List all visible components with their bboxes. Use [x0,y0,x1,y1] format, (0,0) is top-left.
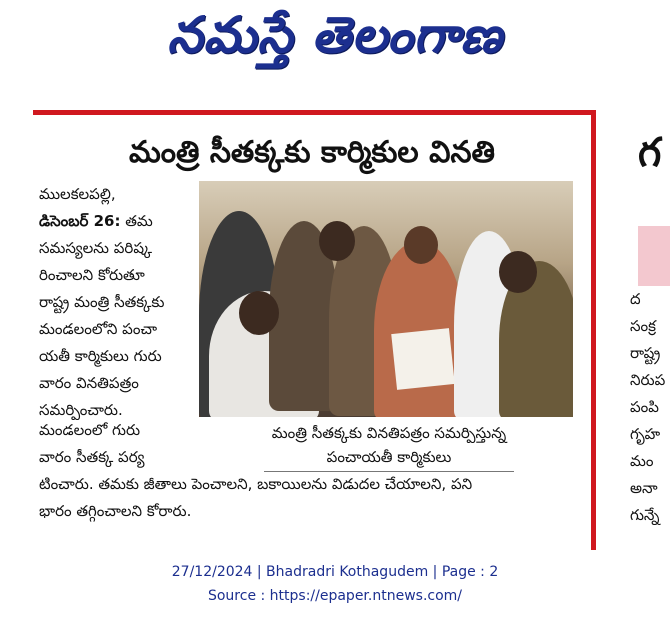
intro-text: తమ సమస్యలను పరిష్క రించాలని కోరుతూ రాష్ట్ర మంత్రి సీతక్కకు మండలంలోని పంచా యతీ కార్మికులు గురు వారం వినతిపత్రం సమర్పించారు. [39,212,165,419]
dateline-date: డిసెంబర్ 26: [39,212,121,230]
adjacent-headline-fragment: గ [638,130,662,176]
adjacent-article [600,108,670,545]
caption-line2: పంచాయతీ కార్మికులు [326,448,452,466]
article-headline: మంత్రి సీతక్కకు కార్మికుల వినతి [129,135,495,170]
dateline-place: ములకలపల్లి, [39,185,116,203]
masthead-title: నమస్తే తెలంగాణ [167,6,503,64]
masthead [0,0,670,80]
article-clipping [33,110,596,550]
footer [0,560,670,608]
article-body: మండలంలో గురు వారం సీతక్క పర్య టించారు. తమకు జీతాలు పెంచాలని, బకాయిలను విడుదల చేయాలని, పని భారం తగ్గించాలని కోరారు. [39,421,473,520]
adjacent-highlight-box [638,226,670,286]
adjacent-text-fragment: ద సంక్ర రాష్ట్ర నిరుప పంపి గృహ మం అనా గున్నే [630,290,666,524]
petition-paper [391,328,455,390]
caption-line1: మంత్రి సీతక్కకు వినతిపత్రం సమర్పిస్తున్న [271,424,507,442]
article-photo [199,181,573,417]
footer-source-link[interactable]: Source : https://epaper.ntnews.com/ [207,588,463,604]
footer-edition-info: 27/12/2024 | Bhadradri Kothagudem | Page : 2 [171,564,499,580]
